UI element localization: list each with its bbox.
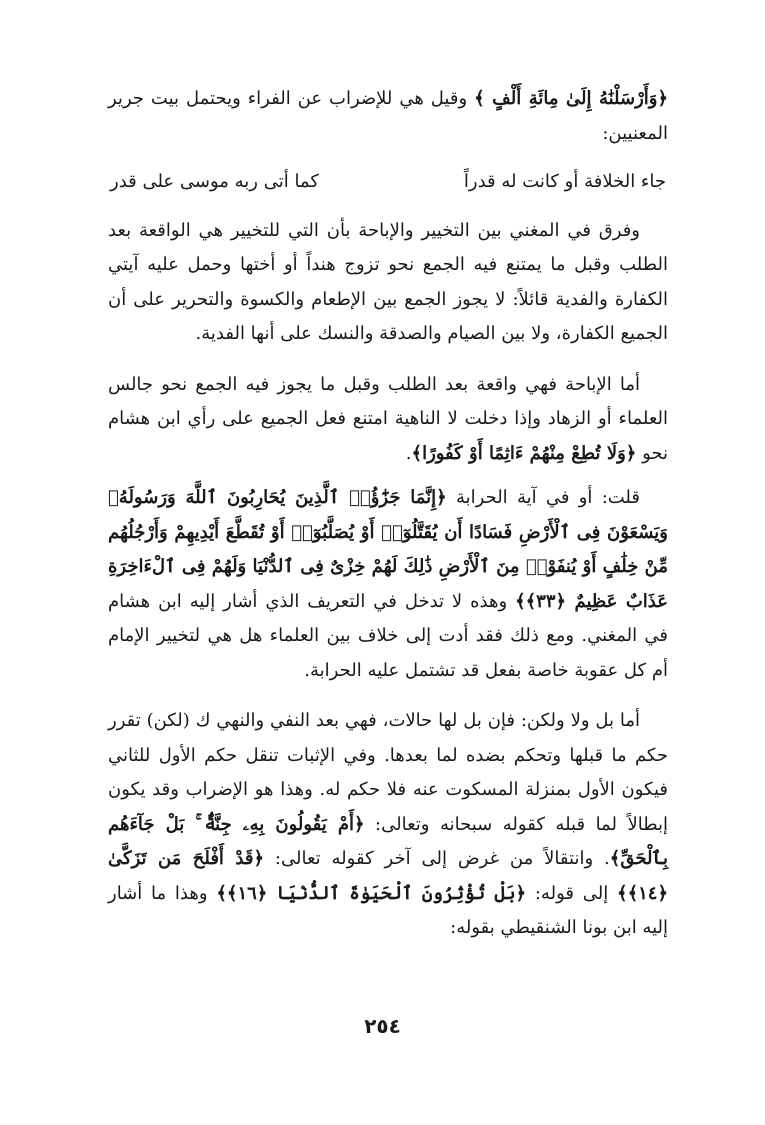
paragraph-text-mid-2: إلى قوله: [526,882,618,904]
paragraph-4 [108,368,668,472]
paragraph-text: أما بل ولا ولكن: فإن بل لها حالات، فهي بعد النفي والنهي ك (لكن) تقرر حكم ما قبلها وتحكم بضده لما بعدها. وفي الإثبات تنقل حكم الأول للثاني فيكون الأول بمنزلة المسكوت عنه فلا حكم له. وهذا هو الإضراب وقد يكون إبطالاً لما قبله كقوله سبحانه وتعالى: [108,710,668,835]
quran-quote: ﴿وَأَرْسَلْنَٰهُ إِلَىٰ مِائَةِ أَلْفٍ ﴾ [474,88,668,109]
paragraph-text: أما الإباحة فهي واقعة بعد الطلب وقبل ما يجوز فيه الجمع نحو جالس العلماء أو الزهاد وإذا دخلت لا الناهية امتنع فعل الجميع على رأي ابن هشام نحو [108,373,668,464]
paragraph-3 [108,214,668,352]
paragraph-text-end: وهذا ما أشار إليه ابن بونا الشنقيطي بقوله: [108,882,668,938]
verse-hemistich-first: جاء الخلافة أو كانت له قدراً [463,171,666,192]
paragraph-1 [108,82,668,151]
paragraph-text: قلت: أو في آية الحرابة [446,487,640,508]
paragraph-text: وقيل هي للإضراب عن الفراء ويحتمل بيت جرير المعنيين: [108,88,668,144]
page-number: ٢٥٤ [364,1014,401,1038]
paragraph-text-end: . [405,442,412,464]
quran-quote-3: ﴿بَلْ تُؤْثِرُونَ ٱلْحَيَوٰةَ ٱلدُّنْيَا ﴿١٦﴾﴾ [216,882,527,904]
paragraph-text-mid: . وانتقالاً من غرض إلى آخر كقوله تعالى: [264,848,610,869]
page-body [108,82,668,946]
poetry-verse [108,165,668,200]
paragraph-5 [108,481,668,688]
verse-hemistich-second: كما أتى ربه موسى على قدر [110,171,319,192]
paragraph-6 [108,704,668,946]
paragraph-text: وفرق في المغني بين التخيير والإباحة بأن التي للتخيير هي الواقعة بعد الطلب وقبل ما يمتنع فيه الجمع نحو تزوج هنداً أو أختها وحمل عليه آيتي الكفارة والفدية قائلاً: لا يجوز الجمع بين الإطعام والكسوة والتحرير على أن الجميع الكفارة، ولا بين الصيام والصدقة والنسك على أنها الفدية. [108,219,668,344]
quran-quote: ﴿إِنَّمَا جَزَٰٓؤُا۟ ٱلَّذِينَ يُحَارِبُونَ ٱللَّهَ وَرَسُولَهُۥ وَيَسْعَوْنَ فِى ٱلْأَرْضِ فَسَادًا أَن يُقَتَّلُوٓا۟ أَوْ يُصَلَّبُوٓا۟ أَوْ تُقَطَّعَ أَيْدِيهِمْ وَأَرْجُلُهُم مِّنْ خِلَٰفٍ أَوْ يُنفَوْا۟ مِنَ ٱلْأَرْضِ ذَٰلِكَ لَهُمْ خِزْىٌ فِى ٱلدُّنْيَا وَلَهُمْ فِى ٱلْءَاخِرَةِ عَذَابٌ عَظِيمٌ ﴿٣٣﴾﴾ [108,487,668,612]
paragraph-text-end: وهذه لا تدخل في التعريف الذي أشار إليه ابن هشام في المغني. ومع ذلك فقد أدت إلى خلاف بين العلماء هل هي لتخيير الإمام أم كل عقوبة خاصة بفعل قد تشتمل عليه الحرابة. [108,590,668,681]
quran-quote: ﴿وَلَا تُطِعْ مِنْهُمْ ءَاثِمًا أَوْ كَفُورًا﴾ [411,442,637,464]
quran-quote-2: ﴿قَدْ أَفْلَحَ مَن تَزَكَّىٰ ﴿١٤﴾﴾ [108,848,668,904]
quran-quote: ﴿أَمْ يَقُولُونَ بِهِۦ جِنَّةٌۢ ۚ بَلْ جَآءَهُم بِٱلْحَقِّ﴾ [108,813,668,869]
